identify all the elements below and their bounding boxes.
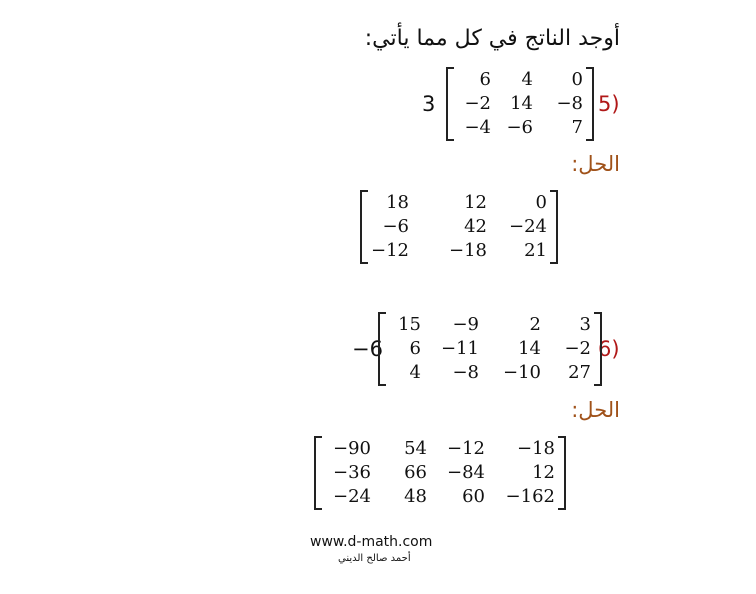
matrix-entry: −24 <box>333 486 371 507</box>
problem-6-number: 6) <box>598 337 620 361</box>
matrix-entry: −84 <box>447 462 485 483</box>
problem-5-matrix <box>446 67 594 141</box>
matrix-entry: −9 <box>452 314 479 335</box>
matrix-entry: 18 <box>386 192 409 213</box>
matrix-entry: 12 <box>464 192 487 213</box>
matrix-entry: −4 <box>464 117 491 138</box>
matrix-entry: −18 <box>449 240 487 261</box>
matrix-entry: −2 <box>464 93 491 114</box>
matrix-body <box>386 312 594 386</box>
matrix-entry: −12 <box>447 438 485 459</box>
matrix-entry: −10 <box>503 362 541 383</box>
matrix-entry: 2 <box>529 314 541 335</box>
matrix-entry: 7 <box>571 117 583 138</box>
matrix-entry: 21 <box>524 240 547 261</box>
matrix-entry: −11 <box>441 338 479 359</box>
matrix-entry: 3 <box>579 314 591 335</box>
matrix-entry: 4 <box>409 362 421 383</box>
matrix-entry: 27 <box>568 362 591 383</box>
matrix-entry: −162 <box>505 486 555 507</box>
right-bracket <box>586 67 594 141</box>
problem-6-solution-matrix <box>314 436 566 510</box>
matrix-entry: −8 <box>452 362 479 383</box>
matrix-entry: −6 <box>382 216 409 237</box>
matrix-entry: −36 <box>333 462 371 483</box>
matrix-entry: 6 <box>409 338 421 359</box>
matrix-entry: 54 <box>404 438 427 459</box>
matrix-entry: −6 <box>506 117 533 138</box>
matrix-entry: 15 <box>398 314 421 335</box>
matrix-entry: 48 <box>404 486 427 507</box>
matrix-entry: 66 <box>404 462 427 483</box>
problem-5-scalar: 3 <box>422 92 436 116</box>
matrix-entry: 0 <box>535 192 547 213</box>
left-bracket <box>378 312 386 386</box>
matrix-entry: 42 <box>464 216 487 237</box>
right-bracket <box>550 190 558 264</box>
matrix-body <box>368 190 550 264</box>
left-bracket <box>446 67 454 141</box>
matrix-entry: 12 <box>532 462 555 483</box>
matrix-entry: −8 <box>556 93 583 114</box>
instruction-heading: أوجد الناتج في كل مما يأتي: <box>364 26 620 51</box>
matrix-entry: 0 <box>571 69 583 90</box>
left-bracket <box>314 436 322 510</box>
problem-5-solution-label: الحل: <box>571 152 620 176</box>
problem-6-scalar: −6 <box>352 337 383 361</box>
matrix-entry: −24 <box>509 216 547 237</box>
problem-5-solution-matrix <box>360 190 558 264</box>
footer-website: www.d-math.com <box>310 534 433 550</box>
right-bracket <box>558 436 566 510</box>
matrix-entry: 14 <box>510 93 533 114</box>
matrix-entry: −90 <box>333 438 371 459</box>
matrix-body <box>454 67 586 141</box>
matrix-body <box>322 436 558 510</box>
problem-6-matrix <box>378 312 602 386</box>
matrix-entry: −12 <box>371 240 409 261</box>
problem-6-solution-label: الحل: <box>571 398 620 422</box>
right-bracket <box>594 312 602 386</box>
matrix-entry: 6 <box>479 69 491 90</box>
left-bracket <box>360 190 368 264</box>
matrix-entry: 60 <box>462 486 485 507</box>
problem-5-number: 5) <box>598 92 620 116</box>
footer-author: أحمد صالح الديني <box>338 553 411 564</box>
matrix-entry: 14 <box>518 338 541 359</box>
matrix-entry: −18 <box>517 438 555 459</box>
matrix-entry: 4 <box>521 69 533 90</box>
matrix-entry: −2 <box>564 338 591 359</box>
